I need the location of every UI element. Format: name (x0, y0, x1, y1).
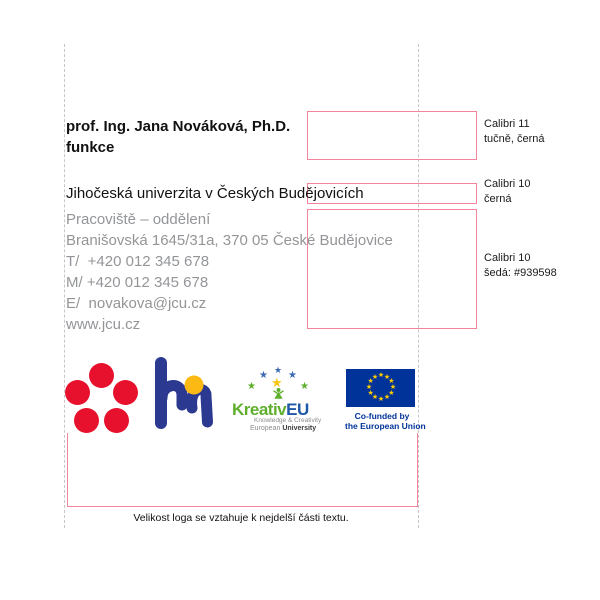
eu-flag-icon (346, 369, 415, 407)
logo-size-note: Velikost loga se vztahuje k nejdelší části textu. (133, 512, 349, 524)
font-note-name (484, 117, 545, 147)
kreativeu-logo (230, 362, 322, 436)
kreativ-word-green: Kreativ (232, 400, 287, 419)
university-rosette-icon (66, 362, 138, 433)
rosette-dot-lower-right (104, 408, 129, 433)
person-name-block (66, 116, 290, 158)
rosette-dot-upper-left (65, 380, 90, 405)
font-note-university-style: černá (484, 193, 512, 205)
eu-caption-line1: Co-funded by (354, 411, 410, 421)
kreativ-tagline1: Knowledge & Creativity (254, 417, 322, 424)
font-note-details (484, 251, 557, 281)
person-role: funkce (66, 139, 115, 156)
eu-caption (345, 411, 426, 431)
phone-line: T/ +420 012 345 678 (66, 253, 210, 270)
font-note-details-style: šedá: #939598 (484, 267, 557, 279)
font-note-name-style: tučně, černá (484, 133, 545, 145)
kreativ-word-blue: EU (286, 400, 309, 419)
font-note-university-font: Calibri 10 (484, 178, 531, 190)
department-line: Pracoviště – oddělení (66, 211, 211, 228)
font-note-name-font: Calibri 11 (484, 118, 530, 130)
kreativ-star-icon (259, 370, 268, 381)
font-note-details-font: Calibri 10 (484, 252, 531, 264)
kreativ-tagline2 (250, 425, 316, 432)
kreativ-star-icon (247, 381, 256, 392)
font-note-university (484, 177, 530, 207)
person-name: prof. Ing. Jana Nováková, Ph.D. (66, 118, 291, 135)
eu-cofunded-logo (345, 369, 426, 433)
eu-caption-line2: the European Union (345, 420, 426, 431)
mobile-line: M/ +420 012 345 678 (66, 274, 209, 291)
kreativ-person-icon (273, 388, 284, 399)
left-margin-guide (64, 44, 65, 528)
kreativ-tagline2-bold: University (282, 425, 317, 432)
rosette-dot-lower-left (74, 408, 99, 433)
rosette-dot-upper-right (113, 380, 138, 405)
contact-details-block (66, 209, 393, 335)
name-callout-rect (307, 111, 477, 160)
eu-flag-star-icon (371, 374, 379, 382)
rosette-dot-top (89, 363, 114, 388)
website-line: www.jcu.cz (66, 316, 141, 333)
kreativ-star-icon (288, 370, 297, 381)
kreativ-tagline2-regular: European (250, 425, 283, 432)
email-line: E/ novakova@jcu.cz (66, 295, 207, 312)
logo-size-rect (67, 433, 418, 507)
hr-award-icon (152, 356, 214, 430)
kreativ-star-icon (300, 381, 309, 392)
address-line: Branišovská 1645/31a, 370 05 České Budějovice (66, 232, 393, 249)
university-name: Jihočeská univerzita v Českých Budějovicích (66, 185, 364, 202)
